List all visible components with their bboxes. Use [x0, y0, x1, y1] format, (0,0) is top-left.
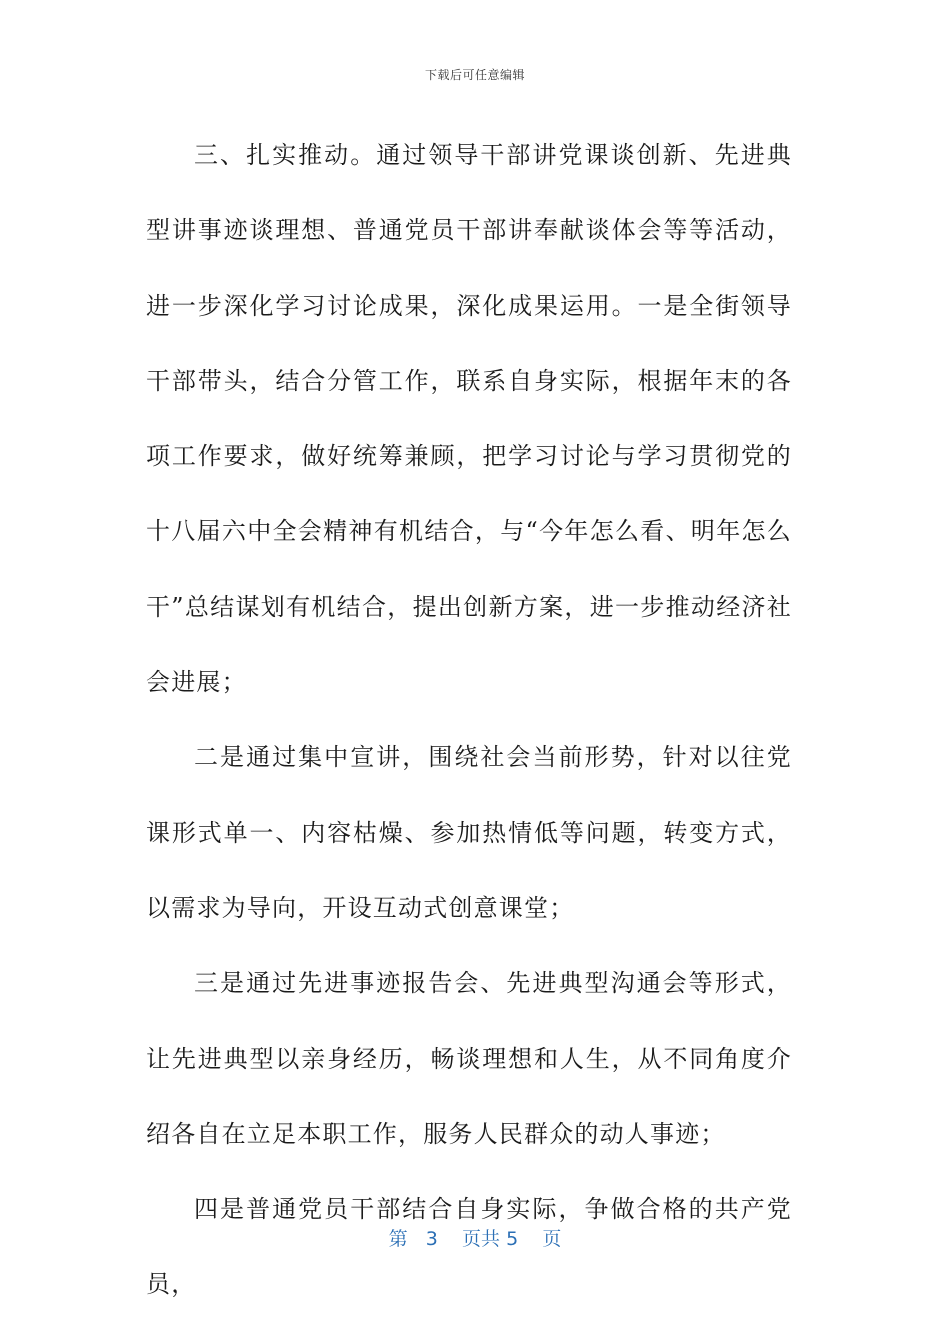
page-header: 下载后可任意编辑: [424, 68, 525, 82]
footer-current-page: 3: [425, 1228, 438, 1250]
footer-prefix: 第: [388, 1228, 408, 1250]
paragraph: 四是普通党员干部结合自身实际，争做合格的共产党员，: [146, 1195, 792, 1299]
paragraph: 二是通过集中宣讲，围绕社会当前形势，针对以往党课形式单一、内容枯燥、参加热情低等问题，转变方式，以需求为导向，开设互动式创意课堂；: [146, 743, 792, 922]
footer-middle: 页共: [462, 1228, 501, 1250]
footer-total-pages: 5: [506, 1228, 519, 1250]
paragraph: 三是通过先进事迹报告会、先进典型沟通会等形式，让先进典型以亲身经历，畅谈理想和人生，从不同角度介绍各自在立足本职工作，服务人民群众的动人事迹；: [146, 969, 792, 1148]
footer-suffix: 页: [542, 1228, 562, 1250]
document-body: [146, 118, 792, 1323]
page-footer: [0, 1224, 950, 1251]
paragraph: 三、扎实推动。通过领导干部讲党课谈创新、先进典型讲事迹谈理想、普通党员干部讲奉献谈体会等等活动，进一步深化学习讨论成果，深化成果运用。一是全街领导干部带头，结合分管工作，联系自身实际，根据年末的各项工作要求，做好统筹兼顾，把学习讨论与学习贯彻党的十八届六中全会精神有机结合，与“今年怎么看、明年怎么干”总结谋划有机结合，提出创新方案，进一步推动经济社会进展；: [146, 141, 792, 697]
